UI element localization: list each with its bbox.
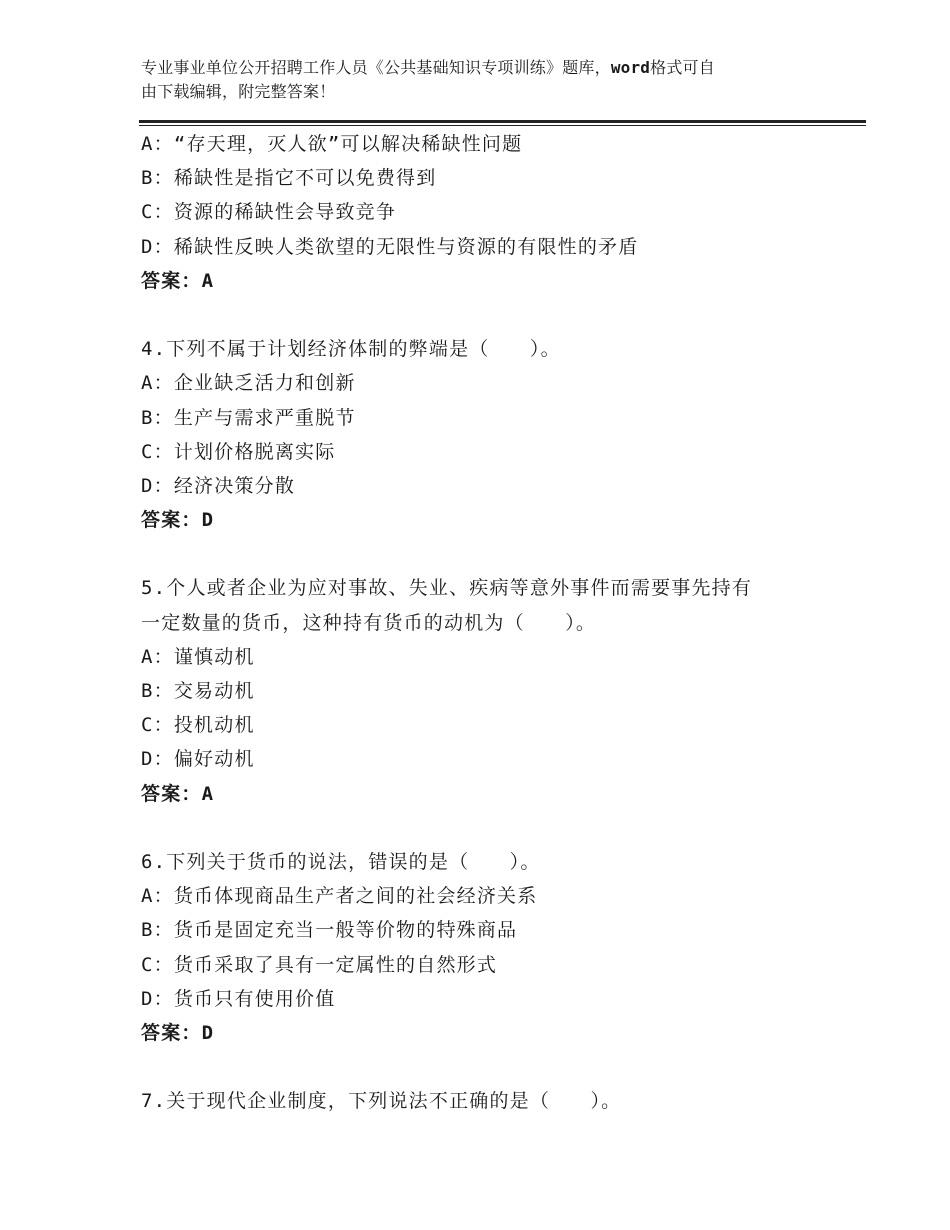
option-a: A：企业缺乏活力和创新 (141, 372, 356, 395)
question-stem-line-1: 5.个人或者企业为应对事故、失业、疾病等意外事件而需要事先持有 (141, 577, 753, 600)
spacer (141, 811, 841, 845)
option-a: A：“存天理，灭人欲”可以解决稀缺性问题 (141, 133, 523, 155)
question-5 (141, 571, 841, 810)
header-rule-thin (139, 125, 866, 126)
option-d: D：偏好动机 (141, 748, 255, 771)
question-stem: 7.关于现代企业制度，下列说法不正确的是（ ）。 (141, 1090, 622, 1113)
question-4 (141, 332, 841, 537)
option-b: B：稀缺性是指它不可以免费得到 (141, 167, 437, 190)
question-stem: 4.下列不属于计划经济体制的弊端是（ ）。 (141, 338, 561, 361)
option-b: B：交易动机 (141, 680, 255, 702)
answer: 答案：A (141, 782, 215, 805)
spacer (141, 1050, 841, 1084)
header-line-2: 由下载编辑，附完整答案！ (141, 82, 336, 101)
page-header (141, 56, 821, 104)
header-text-word: word (610, 58, 651, 77)
option-a: A：货币体现商品生产者之间的社会经济关系 (141, 885, 538, 908)
header-text-a: 专业事业单位公开招聘工作人员《公共基础知识专项训练》题库， (141, 58, 611, 77)
spacer (141, 298, 841, 332)
option-d: D：经济决策分散 (141, 474, 296, 497)
header-rule-thick (139, 120, 866, 123)
question-list (141, 127, 841, 1118)
answer: 答案：A (141, 269, 215, 292)
option-c: C：货币采取了具有一定属性的自然形式 (141, 953, 498, 976)
spacer (141, 537, 841, 571)
answer: 答案：D (141, 509, 215, 532)
option-c: C：资源的稀缺性会导致竞争 (141, 201, 397, 224)
header-text-b: 格式可自 (650, 58, 715, 77)
question-stem-line-2: 一定数量的货币，这种持有货币的动机为（ ）。 (141, 611, 597, 634)
question-6 (141, 845, 841, 1050)
question-7 (141, 1084, 841, 1118)
option-a: A：谨慎动机 (141, 645, 255, 668)
question-3 (141, 127, 841, 298)
header-line-1 (141, 56, 821, 80)
option-c: C：计划价格脱离实际 (141, 440, 336, 463)
option-c: C：投机动机 (141, 714, 255, 737)
option-b: B：生产与需求严重脱节 (141, 406, 356, 429)
option-b: B：货币是固定充当一般等价物的特殊商品 (141, 919, 518, 942)
option-d: D：货币只有使用价值 (141, 987, 336, 1010)
question-stem: 6.下列关于货币的说法，错误的是（ ）。 (141, 850, 541, 873)
answer: 答案：D (141, 1021, 215, 1044)
option-d: D：稀缺性反映人类欲望的无限性与资源的有限性的矛盾 (141, 235, 639, 258)
